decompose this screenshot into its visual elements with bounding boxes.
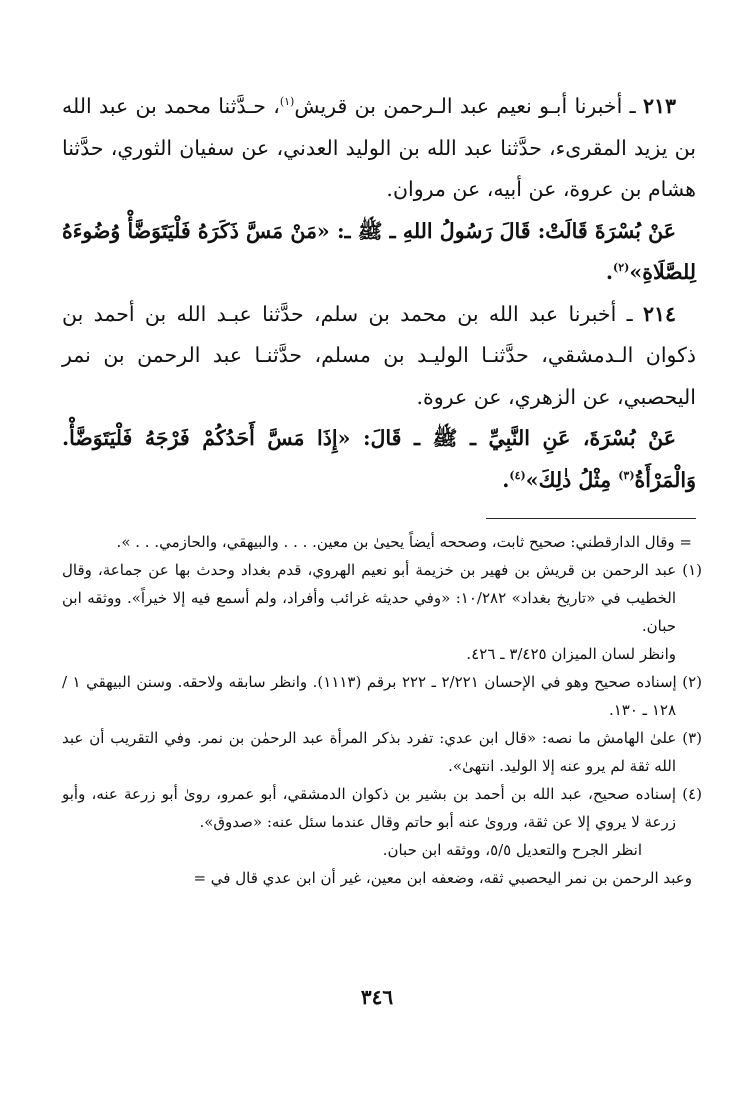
footnote-3 [62, 724, 702, 780]
entry-text: ـ أخبرنا عبد الله بن محمد بن سلم، حدَّثنا عبـد الله بن أحمد بن ذكوان الـدمشقي، حدَّثنـا الوليـد بن مسلم، حدَّثنـا عبد الرحمن بن نمر اليحصبي، عن الزهري، عن عروة. [62, 301, 696, 409]
footnote-1 [62, 556, 702, 640]
page-number: ٣٤٦ [360, 985, 394, 1009]
footnote-text: عبد الرحمن بن قريش بن فهير بن خزيمة أبو نعيم الهروي، قدم بغداد وحدث بها عن جماعة، وقال الخطيب في «تاريخ بغداد» ١٠/٢٨٢: «وفي حديثه غرائب وأفراد، ولم أسمع فيه إلا خيراً». ووثقه ابن حبان. [62, 561, 677, 635]
entry-number: ٢١٣ [642, 94, 676, 118]
footnote-2 [62, 668, 702, 724]
footnote-1-extra [62, 640, 702, 668]
footnote-4 [62, 780, 702, 836]
footnote-mark: (٤) [682, 785, 702, 803]
footnote-text: علىٰ الهامش ما نصه: «قال ابن عدي: تفرد بذكر المرأة عبد الرحمٰن بن نمر. وفي التقريب أن عبد الله ثقة لم يرو عنه إلا الوليد. انتهىٰ». [62, 729, 677, 775]
footnote-ref: (٤) [509, 468, 526, 482]
footnote-ref: (٣) [618, 468, 635, 482]
continuation-marker: = [679, 533, 692, 551]
footnote-text: وقال الدارقطني: صحيح ثابت، وصححه أيضاً يحيىٰ بن معين. . . . والبيهقي، والحازمي. . . ». [116, 533, 675, 551]
footnote-divider [486, 518, 696, 519]
entry-number: ٢١٤ [642, 301, 676, 326]
footnote-4-extra [62, 864, 702, 892]
footnote-mark: (٣) [682, 729, 702, 747]
footnote-ref: (١) [279, 95, 295, 109]
entry-text: ـ أخبرنا أبـو نعيم عبد الـرحمن بن قريش [294, 94, 636, 118]
footnote-text: وعبد الرحمن بن نمر اليحصبي ثقه، وضعفه ابن معين، غير أن ابن عدي قال في [210, 869, 692, 887]
footnote-text: إسناده صحيح، عبد الله بن أحمد بن بشير بن ذكوان الدمشقي، أبو عمرو، روىٰ أبو زرعة عنه، وأبو زرعة لا يروي إلا عن ثقة، وروىٰ عنه أبو حاتم وقال عندما سئل عنه: «صدوق». [62, 785, 677, 831]
footnotes [62, 528, 702, 892]
footnote-continuation [62, 528, 702, 556]
hadith-quote: عَنْ بُسْرَةَ، عَنِ النَّبِيِّ ـ ﷺ ـ قَالَ: «إِذَا مَسَّ أَحَدُكُمْ فَرْجَهُ فَلْيَتَوَضَّأْ. وَالْمَرْأَةُ [62, 426, 696, 492]
hadith-text-214 [62, 418, 696, 501]
hadith-quote: مِثْلُ ذٰلِكَ» [525, 467, 612, 492]
footnote-text: انظر الجرح والتعديل ٥/٥، ووثقه ابن حبان. [382, 841, 642, 859]
footnote-text: إسناده صحيح وهو في الإحسان ٢/٢٢١ ـ ٢٢٢ برقم (١١١٣). وانظر سابقه ولاحقه. وسنن البيهقي ١ / ١٢٨ ـ ١٣٠. [62, 673, 677, 719]
entry-text: ، حـدَّثنا محمد بن عبد الله بن يزيد المقرىء، حدَّثنا عبد الله بن الوليد العدني، عن سفيان الثوري، حدَّثنا هشام بن عروة، عن أبيه، عن مروان. [62, 94, 696, 201]
entry-213 [62, 86, 696, 211]
footnote-ref: (٢) [613, 261, 630, 275]
hadith-quote: عَنْ بُسْرَةَ قَالَتْ: قَالَ رَسُولُ اللهِ ـ ﷺ ـ: «مَنْ مَسَّ ذَكَرَهُ فَلْيَتَوَضَّأْ وُضُوءَهُ لِلصَّلَاةِ» [62, 218, 696, 284]
footnote-mark: (٢) [682, 673, 702, 691]
footnote-4-extra [62, 836, 702, 864]
punctuation: . [502, 467, 510, 492]
continuation-marker: = [193, 869, 207, 887]
footnote-mark: (١) [682, 561, 702, 579]
main-text [62, 86, 696, 501]
punctuation: . [605, 260, 614, 284]
hadith-text-213 [62, 211, 696, 294]
entry-214 [62, 294, 696, 419]
footnote-text: وانظر لسان الميزان ٣/٤٢٥ ـ ٤٢٦. [466, 645, 676, 663]
